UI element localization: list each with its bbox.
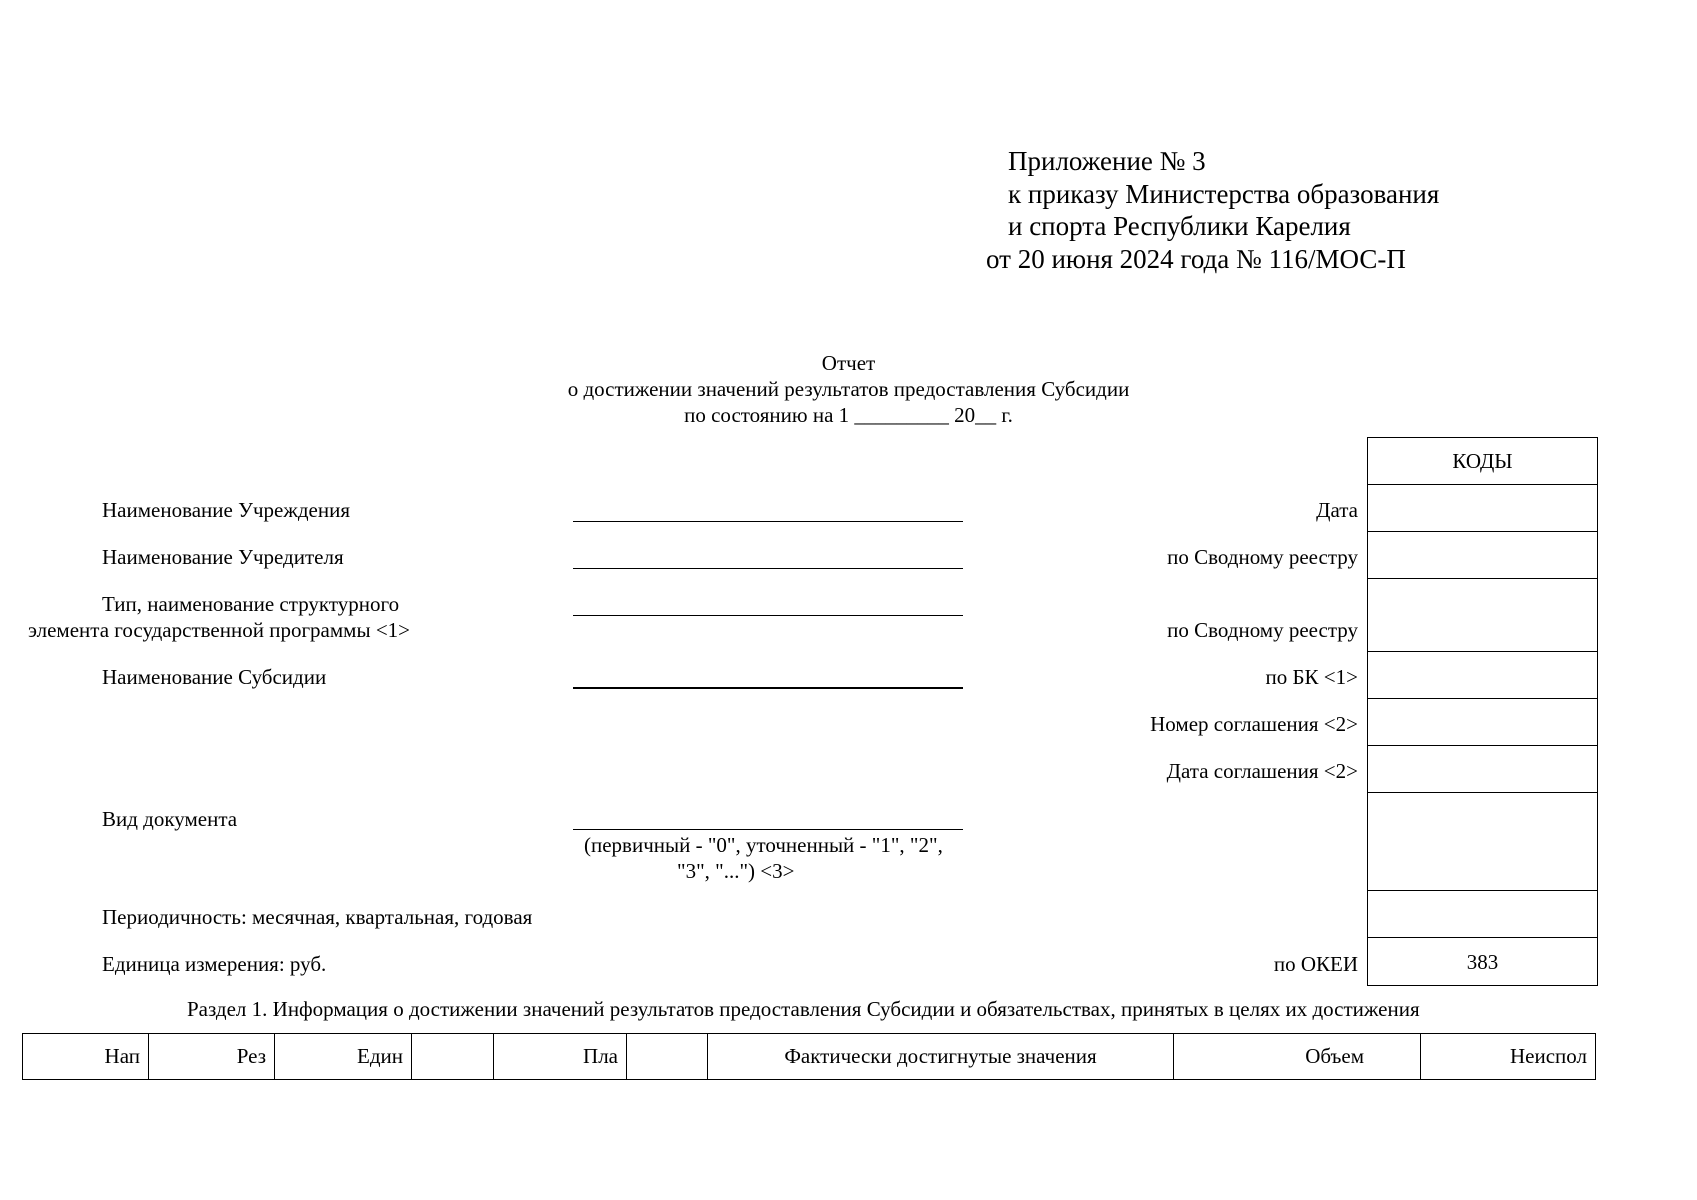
report-as-of: по состоянию на 1 _________ 20__ г. xyxy=(684,403,1013,427)
table-header-cell xyxy=(627,1034,708,1079)
section-1-table-header xyxy=(22,1033,1596,1080)
date-label: Дата xyxy=(1316,498,1358,522)
periodicity-label: Периодичность: месячная, квартальная, годовая xyxy=(102,905,533,929)
bk-label: по БК <1> xyxy=(1265,665,1358,689)
table-header-cell: Нап xyxy=(23,1034,149,1079)
program-element-field[interactable] xyxy=(573,615,963,616)
code-cell-agreement-date[interactable] xyxy=(1368,745,1597,792)
document-type-label: Вид документа xyxy=(102,807,238,831)
institution-name-label: Наименование Учреждения xyxy=(102,498,350,522)
section-1-title: Раздел 1. Информация о достижении значений результатов предоставления Субсидии и обязательствах, принятых в целях их достижения xyxy=(187,997,1420,1021)
subsidy-name-label: Наименование Субсидии xyxy=(102,665,327,689)
codes-header-label: КОДЫ xyxy=(1452,449,1513,473)
program-element-label-2: элемента государственной программы <1> xyxy=(28,618,410,642)
report-title: Отчет xyxy=(821,351,876,375)
code-cell-blank-1[interactable] xyxy=(1368,792,1597,890)
appendix-line-1: Приложение № 3 xyxy=(1008,146,1206,176)
document-type-hint-2: "3", "...") <3> xyxy=(677,859,795,883)
institution-name-field[interactable] xyxy=(573,521,963,522)
table-header-cell: Пла xyxy=(494,1034,627,1079)
consolidated-registry-label-2: по Сводному реестру xyxy=(1167,618,1358,642)
founder-name-label: Наименование Учредителя xyxy=(102,545,344,569)
table-header-cell: Един xyxy=(275,1034,412,1079)
consolidated-registry-label-1: по Сводному реестру xyxy=(1167,545,1358,569)
code-cell-agreement-number[interactable] xyxy=(1368,698,1597,745)
code-cell-date[interactable] xyxy=(1368,484,1597,531)
appendix-line-4: от 20 июня 2024 года № 116/МОС-П xyxy=(986,244,1406,274)
code-cell-blank-2[interactable] xyxy=(1368,890,1597,937)
document-type-field[interactable] xyxy=(573,829,963,830)
code-cell-bk[interactable] xyxy=(1368,651,1597,698)
subsidy-name-field[interactable] xyxy=(573,687,963,689)
document-type-hint-1: (первичный - "0", уточненный - "1", "2", xyxy=(584,833,943,857)
founder-name-field[interactable] xyxy=(573,568,963,569)
table-header-cell xyxy=(412,1034,494,1079)
table-header-cell: Неиспол xyxy=(1510,1044,1587,1068)
codes-table xyxy=(1367,437,1598,986)
table-header-cell: Объем xyxy=(1174,1034,1421,1079)
report-subtitle: о достижении значений результатов предоставления Субсидии xyxy=(567,377,1130,401)
agreement-number-label: Номер соглашения <2> xyxy=(1150,712,1358,736)
appendix-line-3: и спорта Республики Карелия xyxy=(1008,211,1351,241)
code-cell-registry-2[interactable] xyxy=(1368,578,1597,651)
table-header-cell: Фактически достигнутые значения xyxy=(708,1034,1174,1079)
codes-header xyxy=(1368,437,1597,484)
code-cell-registry-1[interactable] xyxy=(1368,531,1597,578)
appendix-line-2: к приказу Министерства образования xyxy=(1008,179,1440,209)
unit-label: Единица измерения: руб. xyxy=(102,952,327,976)
agreement-date-label: Дата соглашения <2> xyxy=(1166,759,1358,783)
program-element-label-1: Тип, наименование структурного xyxy=(102,592,400,616)
okei-value: 383 xyxy=(1466,950,1499,974)
table-header-cell: Рез xyxy=(149,1034,275,1079)
code-cell-okei[interactable] xyxy=(1368,937,1597,985)
okei-label: по ОКЕИ xyxy=(1273,952,1358,976)
